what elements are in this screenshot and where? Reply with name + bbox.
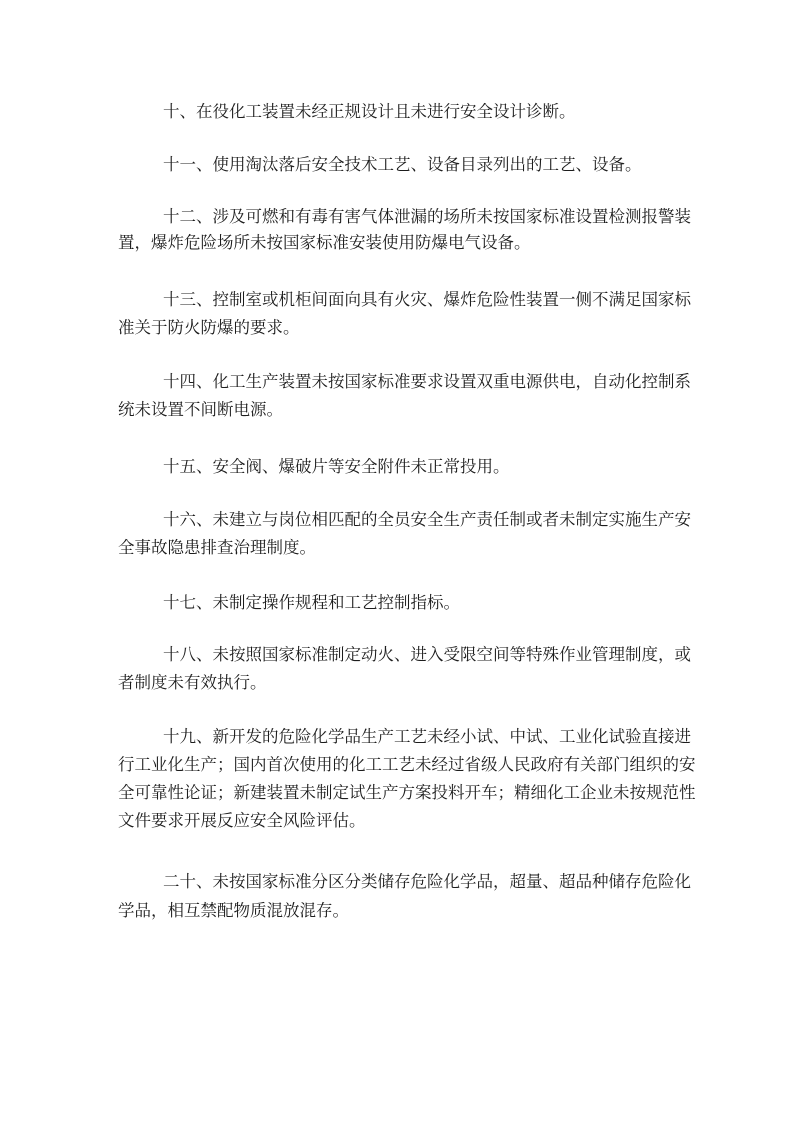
paragraph-line: 准关于防火防爆的要求。: [118, 318, 300, 337]
paragraph-line: 者制度未有效执行。: [118, 673, 267, 692]
paragraph-line: 十、在役化工装置未经正规设计且未进行安全设计诊断。: [163, 102, 576, 121]
paragraph-line: 统未设置不间断电源。: [118, 400, 283, 419]
paragraph-line: 十三、控制室或机柜间面向具有火灾、爆炸危险性装置一侧不满足国家标: [163, 290, 691, 309]
paragraph-line: 全事故隐患排查治理制度。: [118, 538, 316, 557]
paragraph-line: 十五、安全阀、爆破片等安全附件未正常投用。: [163, 457, 510, 476]
paragraph-line: 学品，相互禁配物质混放混存。: [118, 901, 349, 920]
paragraph-line: 十四、化工生产装置未按国家标准要求设置双重电源供电，自动化控制系: [163, 372, 691, 391]
paragraph-line: 十一、使用淘汰落后安全技术工艺、设备目录列出的工艺、设备。: [163, 155, 642, 174]
paragraph-line: 全可靠性论证；新建装置未制定试生产方案投料开车；精细化工企业未按规范性: [118, 783, 696, 802]
paragraph-line: 十八、未按照国家标准制定动火、进入受限空间等特殊作业管理制度，或: [163, 645, 691, 664]
paragraph-line: 十二、涉及可燃和有毒有害气体泄漏的场所未按国家标准设置检测报警装: [163, 207, 691, 226]
paragraph-line: 十七、未制定操作规程和工艺控制指标。: [163, 593, 460, 612]
paragraph-line: 行工业化生产；国内首次使用的化工工艺未经过省级人民政府有关部门组织的安: [118, 755, 696, 774]
paragraph-line: 十九、新开发的危险化学品生产工艺未经小试、中试、工业化试验直接进: [163, 727, 691, 746]
paragraph-line: 二十、未按国家标准分区分类储存危险化学品，超量、超品种储存危险化: [163, 872, 691, 891]
paragraph-line: 文件要求开展反应安全风险评估。: [118, 811, 366, 830]
paragraph-line: 十六、未建立与岗位相匹配的全员安全生产责任制或者未制定实施生产安: [163, 510, 691, 529]
paragraph-line: 置，爆炸危险场所未按国家标准安装使用防爆电气设备。: [118, 233, 531, 252]
